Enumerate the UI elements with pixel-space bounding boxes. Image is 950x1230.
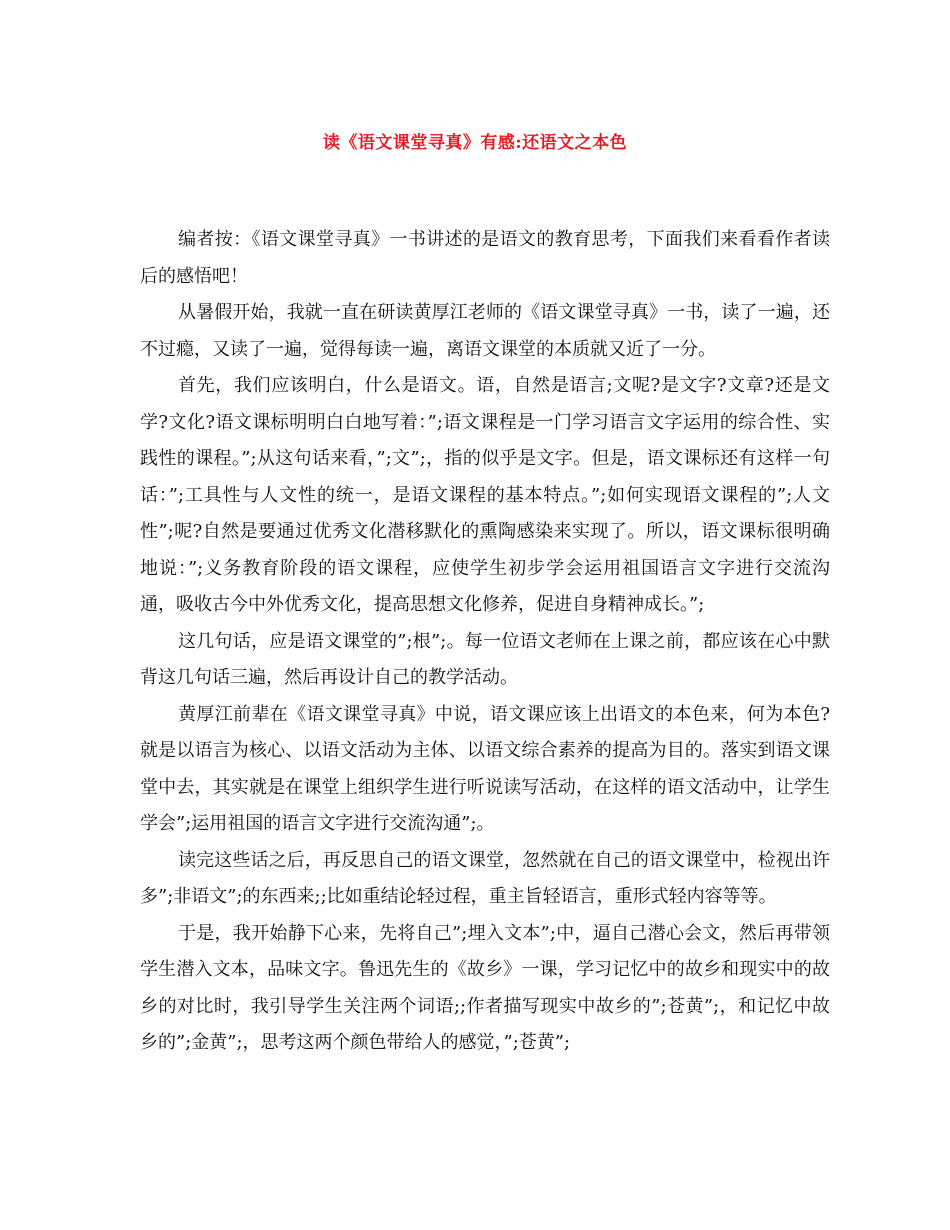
document-body [140, 222, 830, 1062]
paragraph-root: 这几句话，应是语文课堂的”;根”;。每一位语文老师在上课之前，都应该在心中默背这几句话三遍，然后再设计自己的教学活动。 [140, 630, 830, 688]
paragraph-practice: 于是，我开始静下心来，先将自己”;埋入文本”;中，逼自己潜心会文，然后再带领学生潜入文本，品味文字。鲁迅先生的《故乡》一课，学习记忆中的故乡和现实中的故乡的对比时，我引导学生关注两个词语;;作者描写现实中故乡的”;苍黄”;，和记忆中故乡的”;金黄”;，思考这两个颜色带给人的感觉，”;苍黄”; [140, 922, 830, 1053]
document-title: 读《语文课堂寻真》有感:还语文之本色 [322, 133, 628, 153]
paragraph-what-is-chinese: 首先，我们应该明白，什么是语文。语，自然是语言;文呢?是文字?文章?还是文学?文化?语文课标明明白白地写着：”;语文课程是一门学习语言文字运用的综合性、实践性的课程。”;从这句话来看，”;文”;，指的似乎是文字。但是，语文课标还有这样一句话：”;工具性与人文性的统一，是语文课程的基本特点。”;如何实现语文课程的”;人文性”;呢?自然是要通过优秀文化潜移默化的熏陶感染来实现了。所以，语文课标很明确地说：”;义务教育阶段的语文课程，应使学生初步学会运用祖国语言文字进行交流沟通，吸收古今中外优秀文化，提高思想文化修养，促进自身精神成长。”; [140, 375, 830, 615]
paragraph-true-color: 黄厚江前辈在《语文课堂寻真》中说，语文课应该上出语文的本色来，何为本色?就是以语言为核心、以语文活动为主体、以语文综合素养的提高为目的。落实到语文课堂中去，其实就是在课堂上组织学生进行听说读写活动，在这样的语文活动中，让学生学会”;运用祖国的语言文字进行交流沟通”;。 [140, 703, 830, 834]
paragraph-editor-note: 编者按：《语文课堂寻真》一书讲述的是语文的教育思考，下面我们来看看作者读后的感悟吧！ [140, 229, 830, 287]
paragraph-reflection: 读完这些话之后，再反思自己的语文课堂，忽然就在自己的语文课堂中，检视出许多”;非语文”;的东西来;;比如重结论轻过程，重主旨轻语言，重形式轻内容等等。 [140, 849, 830, 907]
paragraph-reading-intro: 从暑假开始，我就一直在研读黄厚江老师的《语文课堂寻真》一书，读了一遍，还不过瘾，又读了一遍，觉得每读一遍，离语文课堂的本质就又近了一分。 [140, 302, 830, 360]
